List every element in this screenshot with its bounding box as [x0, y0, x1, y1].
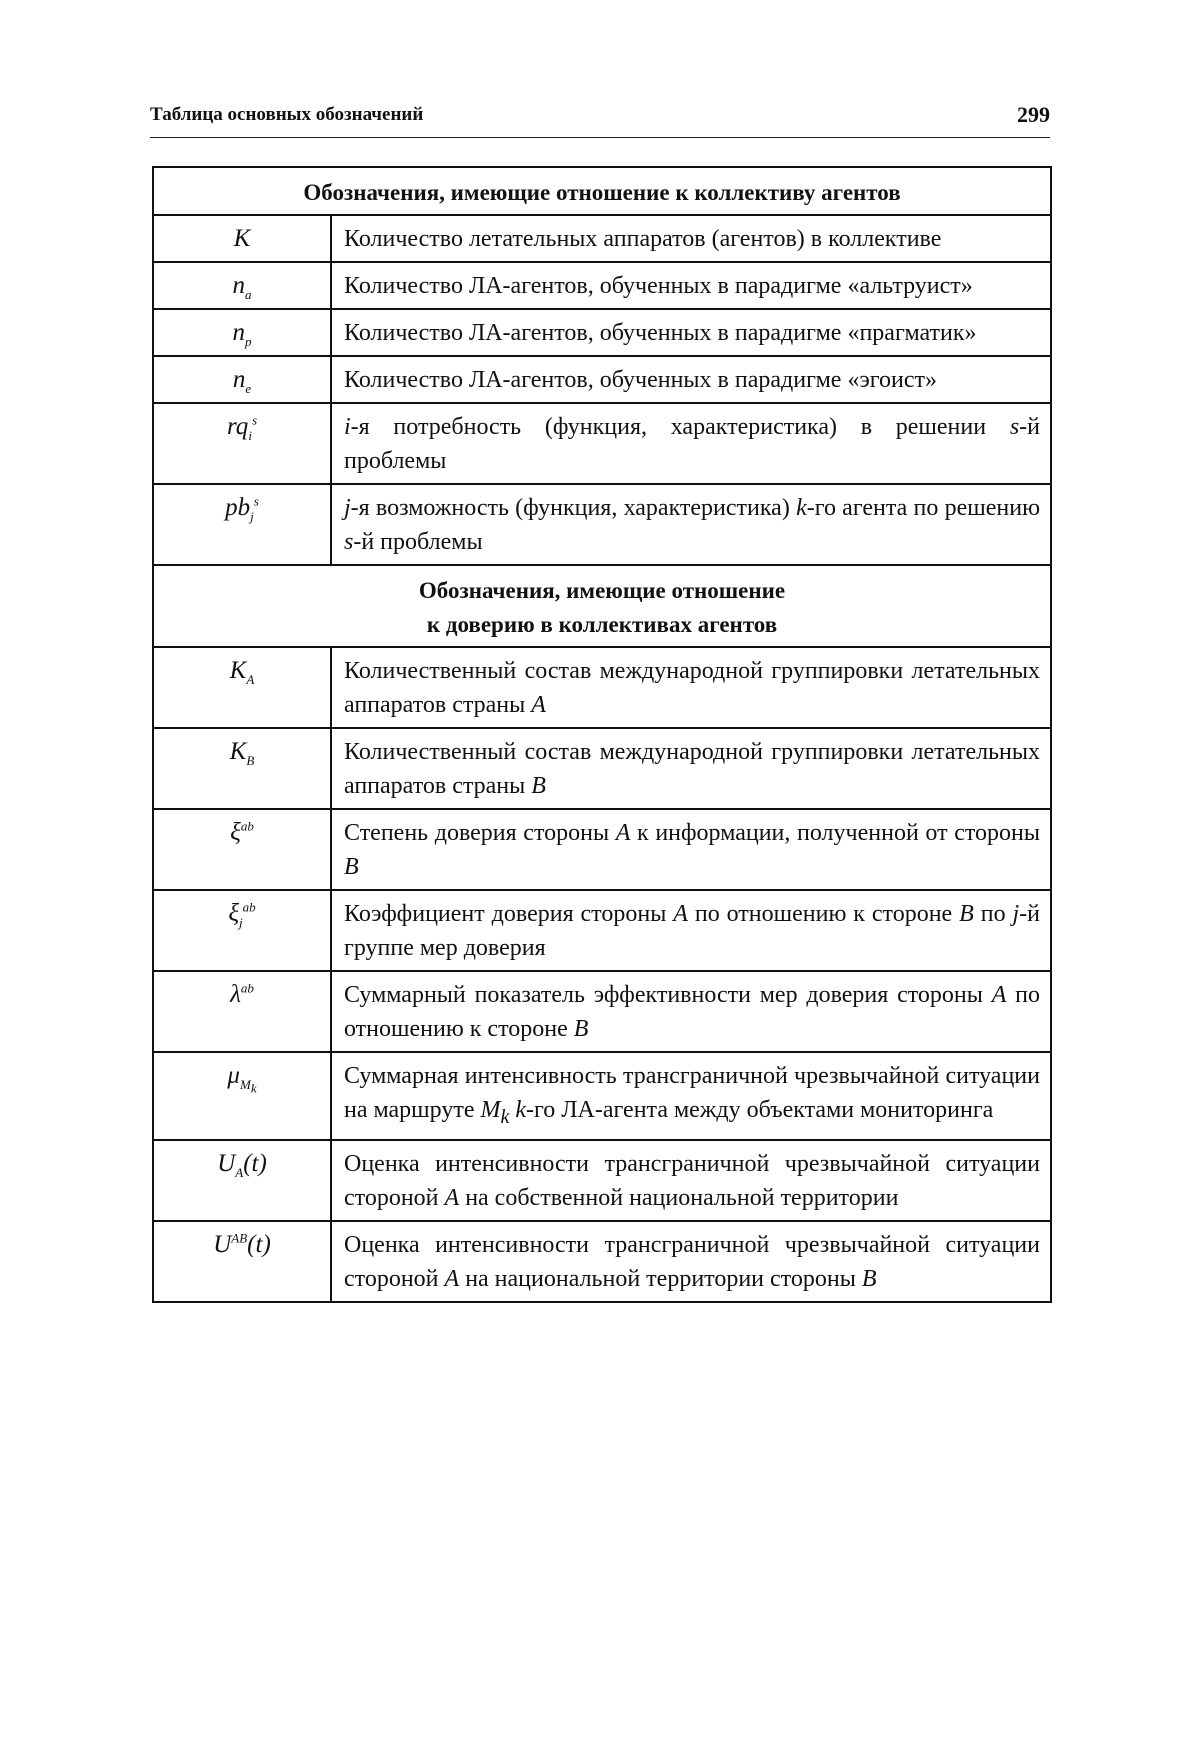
description-text: B	[531, 773, 546, 799]
table-row	[153, 403, 1051, 484]
notation-table	[152, 166, 1052, 1303]
description-cell	[331, 309, 1051, 356]
page-number: 299	[1017, 102, 1050, 127]
symbol-base: U	[213, 1230, 232, 1258]
symbol-base: K	[233, 225, 251, 252]
table-row	[153, 309, 1051, 356]
symbol-sub-text: M	[239, 1077, 251, 1092]
symbol-cell	[153, 809, 331, 890]
description-text: Суммарный показатель эффективности мер доверия стороны	[344, 982, 992, 1008]
description-text: -я возможность (функция, характеристика)	[350, 495, 797, 521]
symbol-cell	[153, 403, 331, 484]
description-text: s	[1009, 414, 1020, 440]
description-text: A	[444, 1184, 460, 1211]
description-text: Оценка интенсивности трансграничной чрезвычайной ситуации стороной	[344, 1231, 1040, 1292]
symbol-cell	[153, 484, 331, 565]
symbol-cell	[153, 1221, 331, 1302]
description-cell	[331, 215, 1051, 262]
symbol-subscript	[246, 753, 254, 768]
section-title-line: Обозначения, имеющие отношение	[418, 578, 786, 603]
table-row	[153, 971, 1051, 1052]
symbol-cell	[153, 890, 331, 971]
symbol-base: rq	[227, 413, 249, 440]
description-text: B	[573, 1016, 589, 1042]
description-text: j	[344, 495, 351, 521]
table-row	[153, 484, 1051, 565]
section-header-row	[153, 167, 1051, 215]
description-text: -го ЛА-агента между объектами мониторинга	[526, 1097, 994, 1123]
symbol-argument: (t)	[247, 1230, 271, 1258]
symbol-superscript: s	[251, 412, 257, 428]
table-row	[153, 647, 1051, 728]
header-rule	[150, 137, 1050, 138]
notation-table-body	[153, 167, 1051, 1302]
description-text: Количество ЛА-агентов, обученных в парадигме «прагматик»	[344, 320, 977, 346]
description-cell	[331, 1052, 1051, 1140]
symbol-cell	[153, 728, 331, 809]
table-row	[153, 356, 1051, 403]
symbol-superscript: ab	[240, 980, 254, 996]
symbol-cell	[153, 262, 331, 309]
running-title: Таблица основных обозначений	[150, 104, 424, 125]
section-title-line: к доверию в коллективах агентов	[426, 612, 778, 637]
description-text: Степень доверия стороны	[344, 820, 616, 846]
description-text: -го агента по решению	[806, 495, 1041, 521]
symbol-subscript	[239, 1077, 257, 1096]
description-text: j	[1012, 901, 1020, 927]
description-text: Количественный состав международной группировки летательных аппаратов страны	[344, 739, 1040, 799]
symbol-base: n	[232, 319, 245, 346]
description-cell	[331, 1221, 1051, 1302]
description-cell	[331, 890, 1051, 971]
section-header-row	[153, 565, 1051, 647]
description-text: s	[344, 529, 354, 555]
symbol-base: U	[217, 1149, 236, 1177]
description-text: M	[480, 1097, 501, 1123]
description-text: A	[444, 1265, 460, 1292]
description-cell	[331, 403, 1051, 484]
description-text: по	[973, 901, 1013, 927]
symbol-base: n	[232, 272, 245, 299]
description-cell	[331, 647, 1051, 728]
symbol-subscript	[250, 509, 254, 524]
symbol-base: pb	[225, 494, 251, 521]
symbol-superscript: ab	[242, 899, 256, 915]
description-text: Коэффициент доверия стороны	[344, 901, 674, 927]
description-text: k	[796, 495, 807, 521]
symbol-superscript: AB	[231, 1230, 248, 1246]
description-text: k	[500, 1105, 510, 1128]
table-row	[153, 809, 1051, 890]
description-text: Суммарная интенсивность трансграничной чрезвычайной ситуации на маршруте	[344, 1063, 1040, 1123]
symbol-sub-text: e	[245, 381, 252, 396]
symbol-base: ξ	[230, 819, 241, 846]
symbol-sub-text: B	[246, 753, 255, 768]
symbol-base: n	[232, 366, 246, 393]
description-text: Оценка интенсивности трансграничной чрезвычайной ситуации стороной	[344, 1150, 1040, 1211]
symbol-cell	[153, 309, 331, 356]
symbol-cell	[153, 215, 331, 262]
symbol-sub-text: j	[239, 915, 243, 930]
description-text: B	[959, 901, 974, 927]
symbol-cell	[153, 1052, 331, 1140]
symbol-subscript	[239, 915, 243, 930]
description-text: на собственной национальной территории	[459, 1184, 899, 1211]
description-text: Количество ЛА-агентов, обученных в парадигме «эгоист»	[344, 367, 937, 393]
symbol-subscript	[245, 381, 251, 396]
description-cell	[331, 262, 1051, 309]
symbol-sub2-text: k	[250, 1080, 257, 1096]
description-text: B	[861, 1265, 877, 1292]
description-text: A	[991, 982, 1007, 1008]
symbol-superscript: ab	[240, 818, 254, 834]
description-text: Количество ЛА-агентов, обученных в парадигме «альтруист»	[344, 273, 973, 299]
description-text: A	[615, 820, 631, 846]
symbol-base: λ	[230, 981, 241, 1008]
table-row	[153, 215, 1051, 262]
description-cell	[331, 1140, 1051, 1221]
table-row	[153, 262, 1051, 309]
symbol-subscript	[246, 672, 254, 687]
symbol-sub-text: j	[250, 509, 254, 524]
symbol-cell	[153, 971, 331, 1052]
symbol-cell	[153, 1140, 331, 1221]
symbol-sub-text: a	[245, 287, 252, 302]
description-text: -й проблемы	[353, 529, 483, 555]
table-row	[153, 728, 1051, 809]
section-title-line: Обозначения, имеющие отношение к коллективу агентов	[303, 180, 901, 205]
symbol-base: K	[229, 657, 247, 684]
symbol-sub-text: A	[246, 672, 255, 687]
symbol-subscript	[235, 1165, 243, 1180]
symbol-argument: (t)	[243, 1149, 267, 1177]
symbol-base: μ	[227, 1062, 240, 1089]
symbol-superscript: s	[253, 493, 259, 509]
section-title	[153, 565, 1051, 647]
symbol-sub-text: A	[235, 1164, 244, 1180]
symbol-cell	[153, 356, 331, 403]
description-text: к информации, полученной от стороны	[630, 820, 1040, 846]
symbol-sub-text: i	[248, 428, 252, 443]
description-text: -я потребность (функция, характеристика) в решении	[350, 414, 1010, 440]
description-cell	[331, 484, 1051, 565]
description-text: на национальной территории стороны	[459, 1265, 862, 1292]
description-text: A	[531, 692, 546, 718]
symbol-subscript	[248, 428, 252, 443]
page-header	[150, 100, 1050, 140]
description-text: по отношению к стороне	[344, 982, 1040, 1042]
description-text: Количественный состав международной группировки летательных аппаратов страны	[344, 658, 1040, 718]
symbol-base: ξ	[228, 900, 240, 927]
table-row	[153, 1052, 1051, 1140]
symbol-sub-text: p	[245, 334, 252, 349]
description-text: i	[344, 414, 351, 440]
description-text: по отношению к стороне	[687, 901, 960, 927]
description-text: k	[515, 1097, 527, 1123]
description-cell	[331, 809, 1051, 890]
section-title	[153, 167, 1051, 215]
description-cell	[331, 971, 1051, 1052]
description-text: -й группе мер доверия	[344, 901, 1040, 961]
symbol-base: K	[229, 738, 247, 765]
description-text: Количество летательных аппаратов (агентов) в коллективе	[344, 226, 942, 252]
table-row	[153, 1221, 1051, 1302]
description-text: B	[344, 854, 359, 880]
table-row	[153, 1140, 1051, 1221]
symbol-cell	[153, 647, 331, 728]
description-cell	[331, 356, 1051, 403]
table-row	[153, 890, 1051, 971]
symbol-subscript	[245, 287, 252, 302]
description-cell	[331, 728, 1051, 809]
description-text: A	[673, 901, 688, 927]
symbol-subscript	[245, 334, 252, 349]
description-text: -й проблемы	[344, 414, 1040, 474]
